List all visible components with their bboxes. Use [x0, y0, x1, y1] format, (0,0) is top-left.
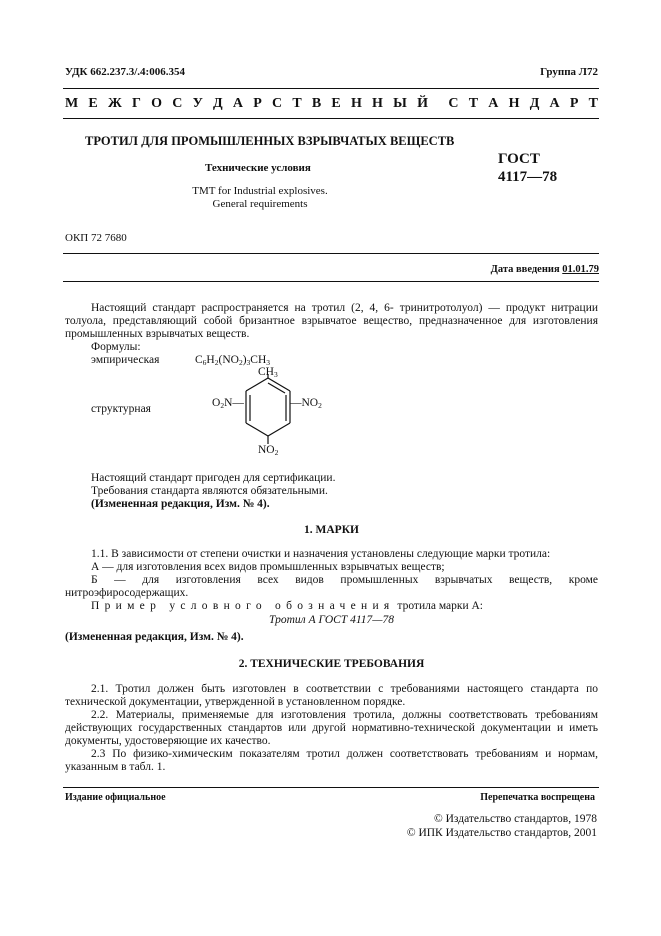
section1-heading: 1. МАРКИ: [304, 524, 359, 536]
date-rule: [63, 281, 599, 282]
copyright-2001: © ИПК Издательство стандартов, 2001: [406, 827, 597, 839]
english-title-line2: General requirements: [212, 198, 308, 210]
introduction-date: [491, 264, 599, 275]
group-code: Группа Л72: [540, 66, 598, 78]
right-nitro-group: $—NO_2$: [290, 397, 322, 410]
empirical-label: эмпирическая: [91, 354, 160, 366]
banner-letter: Т: [588, 96, 598, 111]
copyright-1978: © Издательство стандартов, 1978: [433, 813, 597, 825]
banner-rule: [63, 118, 599, 119]
top-rule: [63, 88, 599, 89]
footer-rule: [63, 787, 599, 788]
double-bond-1: [268, 383, 285, 393]
banner-letter: О: [151, 96, 163, 111]
empirical-formula: $C_6H_2(NO_2)_3CH_3$: [195, 354, 271, 367]
designation-example-intro: [91, 600, 483, 613]
section2-heading: 2. ТЕХНИЧЕСКИЕ ТРЕБОВАНИЯ: [238, 658, 425, 670]
document-title: ТРОТИЛ ДЛЯ ПРОМЫШЛЕННЫХ ВЗРЫВЧАТЫХ ВЕЩЕСТВ: [85, 134, 455, 148]
banner-letter: А: [549, 96, 560, 111]
banner-letter: Н: [508, 96, 520, 111]
left-nitro-group: $O_2N—$: [212, 397, 244, 410]
banner-letter: Г: [132, 96, 141, 111]
section2-p1: 2.1. Тротил должен быть изготовлен в соответствии с требованиями настоящего стандарта по технической документации, утвержденной в установленном порядке.: [65, 683, 598, 708]
banner-letter: Д: [213, 96, 223, 111]
gost-designation: [498, 150, 557, 186]
mandatory-note: Требования стандарта являются обязательными.: [91, 485, 328, 497]
ring-bond-4: [246, 423, 268, 436]
banner-letter: Т: [468, 96, 479, 111]
banner-letter: Н: [350, 96, 362, 111]
title-block-rule: [63, 253, 599, 254]
gost-label: ГОСТ: [498, 151, 540, 167]
gost-number: 4117—78: [498, 169, 558, 185]
section2-p2: 2.2. Материалы, применяемые для изготовления тротила, должны соответствовать требованиям действующих государственных стандартов или другой нормативно-технической документации и иметь документы, удостоверяющие их качество.: [65, 709, 598, 747]
interstate-standard-banner: [65, 96, 598, 112]
banner-letter: А: [232, 96, 244, 111]
banner-letter: Е: [88, 96, 98, 111]
section2-p3: 2.3 По физико-химическим показателям тротил должен соответствовать требованиям и нормам, указанным в табл. 1.: [65, 748, 598, 773]
official-edition: Издание официальное: [65, 792, 166, 803]
banner-letter: Ы: [393, 96, 407, 111]
amendment-note-intro: (Измененная редакция, Изм. № 4).: [91, 498, 270, 510]
reprint-prohibited: Перепечатка воспрещена: [480, 792, 595, 803]
english-title: [160, 185, 360, 211]
banner-letter: А: [488, 96, 499, 111]
benzene-ring-structure: [240, 374, 300, 446]
structural-label: структурная: [91, 403, 151, 415]
section1-grade-b: Б — для изготовления всех видов промышленных взрывчатых веществ, кроме нитроэфиросодержащих.: [65, 574, 598, 599]
banner-letter: С: [271, 96, 283, 111]
example-spaced-label: Пример условного обозначения: [91, 600, 395, 612]
banner-letter: Р: [569, 96, 579, 111]
banner-letter: Д: [529, 96, 540, 111]
amendment-note-s1: (Измененная редакция, Изм. № 4).: [65, 631, 244, 643]
banner-letter: У: [192, 96, 203, 111]
banner-letter: Т: [292, 96, 302, 111]
banner-letter: Н: [372, 96, 383, 111]
section1-p1: 1.1. В зависимости от степени очистки и назначения установлены следующие марки тротила:: [91, 548, 551, 560]
date-label: Дата введения: [490, 264, 560, 275]
designation-example: Тротил А ГОСТ 4117—78: [269, 614, 394, 626]
banner-letter: Й: [417, 96, 428, 111]
banner-letter: Е: [331, 96, 341, 111]
intro-paragraph: Настоящий стандарт распространяется на тротил (2, 4, 6- тринитротолуол) — продукт нитрации толуола, представляющий собой бризантное взрывчатое вещество, предназначенное для изготовления промышленных взрывчатых веществ.: [65, 302, 598, 340]
date-value: 01.01.79: [562, 264, 599, 275]
banner-letter: В: [311, 96, 322, 111]
okp-code: ОКП 72 7680: [65, 232, 127, 244]
section1-grade-a: А — для изготовления всех видов промышленных взрывчатых веществ;: [91, 561, 445, 573]
udk-code: УДК 662.237.3/.4:006.354: [65, 66, 185, 78]
methyl-group: $CH_3$: [258, 366, 278, 379]
banner-letter: Ж: [107, 96, 122, 111]
example-tail: тротила марки А:: [394, 600, 483, 612]
banner-letter: С: [448, 96, 459, 111]
banner-letter: М: [65, 96, 79, 111]
english-title-line1: TMT for Industrial explosives.: [192, 185, 328, 197]
bottom-nitro-group: $NO_2$: [258, 444, 279, 457]
banner-letter: С: [172, 96, 183, 111]
certification-note: Настоящий стандарт пригоден для сертификации.: [91, 472, 336, 484]
ring-bond-6: [246, 378, 268, 391]
ring-bond-3: [268, 423, 290, 436]
banner-letter: Р: [253, 96, 262, 111]
formulas-label: Формулы:: [91, 341, 141, 353]
document-subtitle: Технические условия: [205, 162, 311, 174]
